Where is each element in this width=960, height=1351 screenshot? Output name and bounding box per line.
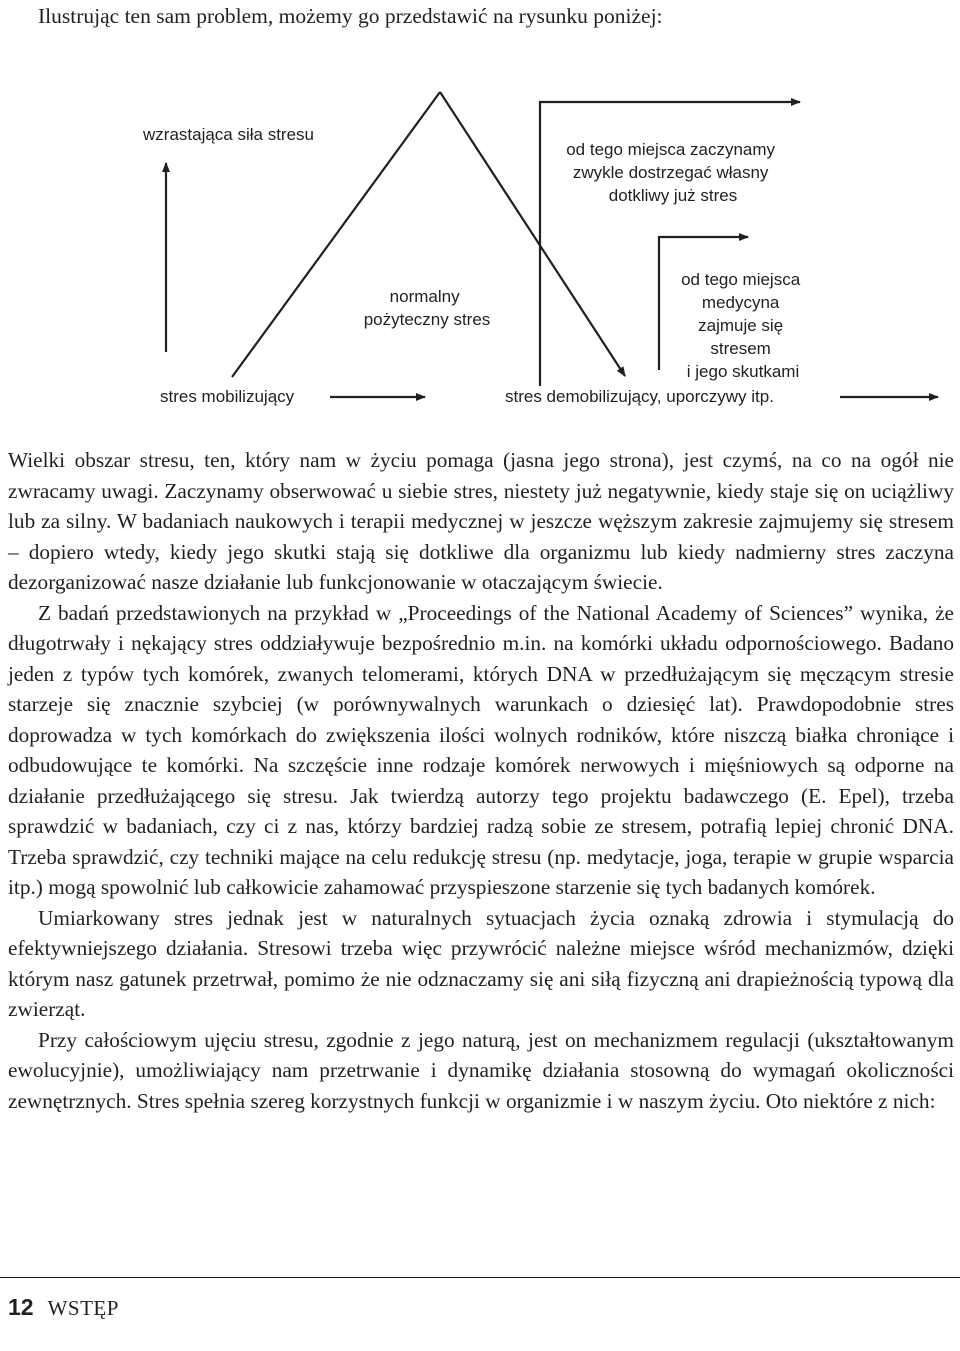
section-title: WSTĘP — [47, 1296, 119, 1320]
paragraph-3: Umiarkowany stres jednak jest w naturalnych sytuacjach życia oznaką zdrowia i stymulacją do efektywniejszego działania. Stresowi trzeba więc przywrócić należne miejsce wśród mechanizmów, dzięki którym nasz gatunek przetrwał, pomimo że nie odznaczamy się ani siłą fizyczną ani drapieżnością typową dla zwierząt. — [8, 905, 954, 1021]
y-axis-label: wzrastająca siła stresu — [143, 125, 315, 144]
footer-divider — [0, 1277, 960, 1278]
mobilizing-label: stres mobilizujący — [160, 387, 295, 406]
page-number: 12 — [8, 1294, 34, 1320]
peak-label: normalny pożyteczny stres — [363, 287, 491, 329]
stress-diagram — [0, 60, 960, 420]
upper-threshold-label: od tego miejsca zaczynamy zwykle dostrzegać własny dotkliwy już stres — [566, 140, 776, 205]
demobilizing-label: stres demobilizujący, uporczywy itp. — [505, 387, 774, 406]
intro-sentence: Ilustrując ten sam problem, możemy go przedstawić na rysunku poniżej: — [38, 4, 663, 28]
falling-stress-arrow — [440, 92, 625, 376]
paragraph-2: Z badań przedstawionych na przykład w „Proceedings of the National Academy of Sciences” wynika, że długotrwały i nękający stres oddziaływuje bezpośrednio m.in. na komórki układu odpornościowego. Badano jeden z typów tych komórek, zwanych telomerami, których DNA w przedłużającym się męczącym stresie starzeje się znacznie szybciej (w porównywalnych warunkach o dziesięć lat). Prawdopodobnie stres doprowadza w tych komórkach do zwiększenia ilości wolnych rodników, które niszczą białka chroniące i odbudowujące te komórki. Na szczęście inne rodzaje komórek nerwowych i mięśniowych są odporne na działanie przedłużającego się stresu. Jak twierdzą autorzy tego projektu badawczego (E. Epel), trzeba sprawdzić w badaniach, czy ci z nas, którzy bardziej radzą sobie ze stresem, potrafią lepiej chronić DNA. Trzeba sprawdzić, czy techniki mające na celu redukcję stresu (np. medytacje, joga, terapie w grupie wsparcia itp.) mogą spowolnić lub całkowicie zahamować przyspieszone starzenie się tych badanych komórek. — [8, 600, 954, 899]
page-footer — [8, 1294, 119, 1321]
body-text — [8, 445, 954, 1116]
paragraph-4: Przy całościowym ujęciu stresu, zgodnie z jego naturą, jest on mechanizmem regulacji (ukształtowanym ewolucyjnie), umożliwiający nam przetrwanie i dynamikę działania stosowną do wymagań okoliczności zewnętrznych. Stres spełnia szereg korzystnych funkcji w organizmie i w naszym życiu. Oto niektóre z nich: — [8, 1027, 954, 1113]
paragraph-1: Wielki obszar stresu, ten, który nam w życiu pomaga (jasna jego strona), jest czymś, na co na ogół nie zwracamy uwagi. Zaczynamy obserwować u siebie stres, niestety już negatywnie, kiedy staje się on uciążliwy lub za silny. W badaniach naukowych i terapii medycznej w jeszcze węższym zakresie zajmujemy się stresem – dopiero wtedy, kiedy jego skutki stają się dotkliwe dla organizmu lub kiedy nadmierny stres zaczyna dezorganizować nasze działanie lub funkcjonowanie w otaczającym świecie. — [8, 448, 954, 594]
lower-threshold-label: od tego miejsca medycyna zajmuje się stresem i jego skutkami — [681, 270, 801, 381]
